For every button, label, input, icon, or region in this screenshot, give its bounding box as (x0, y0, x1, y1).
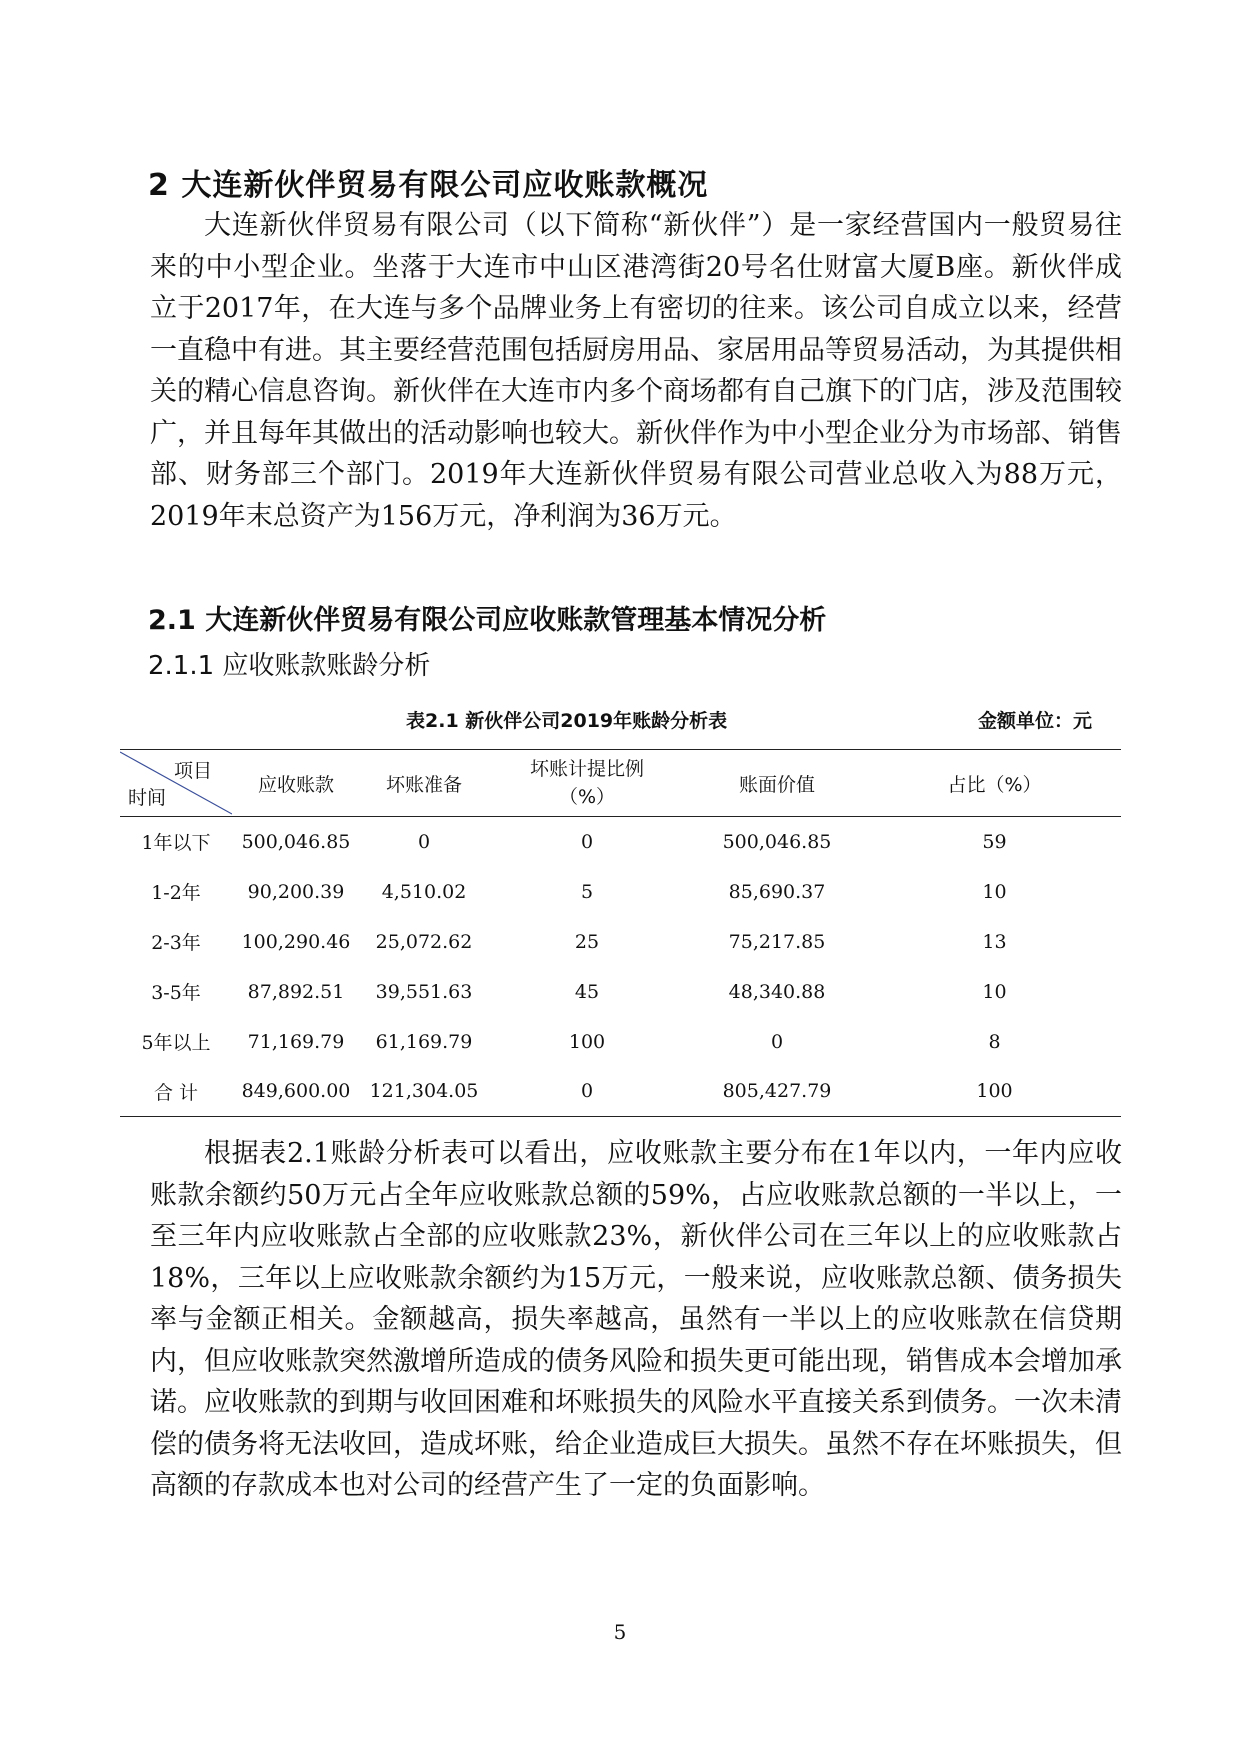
cell-share: 10 (982, 880, 1007, 903)
header-book-value: 账面价值 (738, 773, 815, 796)
table-total-row (120, 1067, 1121, 1117)
cell-provision: 0 (417, 830, 431, 853)
cell-book-value: 48,340.88 (728, 980, 826, 1003)
cell-provision: 39,551.63 (375, 980, 473, 1003)
table-caption: 表2.1 新伙伴公司2019年账龄分析表 (406, 710, 728, 732)
page-number: 5 (613, 1620, 627, 1644)
table-caption-row (150, 706, 1122, 736)
cell-receivable: 100,290.46 (241, 930, 351, 953)
table-row (120, 917, 1121, 967)
header-rate (488, 750, 686, 817)
cell-receivable: 90,200.39 (247, 880, 345, 903)
cell-period: 1年以下 (141, 832, 211, 855)
cell-period: 1-2年 (151, 882, 201, 904)
cell-book-value: 0 (770, 1030, 784, 1053)
cell-share: 100 (976, 1080, 1013, 1103)
cell-book-value: 500,046.85 (722, 830, 832, 853)
cell-receivable: 849,600.00 (241, 1080, 351, 1103)
cell-period: 合 计 (153, 1081, 199, 1104)
aging-analysis-table (120, 749, 1121, 1117)
corner-label-period: 时间 (128, 787, 167, 809)
cell-period: 2-3年 (151, 932, 201, 954)
cell-rate: 25 (574, 930, 600, 953)
cell-share: 59 (982, 830, 1007, 853)
subsubsection-heading: 2.1.1 应收账款账龄分析 (148, 651, 431, 681)
table-row (120, 867, 1121, 917)
cell-provision: 61,169.79 (375, 1030, 473, 1053)
cell-book-value: 75,217.85 (728, 930, 826, 953)
cell-share: 13 (982, 930, 1007, 953)
cell-provision: 4,510.02 (381, 880, 467, 903)
table-row (120, 1017, 1121, 1067)
header-provision: 坏账准备 (385, 773, 462, 796)
cell-receivable: 71,169.79 (247, 1030, 345, 1053)
cell-book-value: 805,427.79 (722, 1080, 832, 1103)
cell-share: 8 (988, 1030, 1001, 1053)
header-receivable: 应收账款 (257, 773, 334, 796)
cell-rate: 45 (574, 980, 600, 1003)
cell-rate: 100 (568, 1030, 606, 1053)
cell-share: 10 (982, 980, 1007, 1003)
corner-header-cell (120, 750, 232, 817)
cell-provision: 121,304.05 (369, 1080, 479, 1103)
cell-rate: 0 (580, 1080, 594, 1103)
cell-period: 5年以上 (141, 1032, 211, 1054)
table-header-row (120, 750, 1121, 817)
subsection-heading: 2.1 大连新伙伴贸易有限公司应收账款管理基本情况分析 (148, 605, 827, 636)
cell-receivable: 87,892.51 (247, 980, 345, 1003)
cell-rate: 5 (580, 880, 594, 903)
cell-receivable: 500,046.85 (241, 830, 351, 853)
header-rate-unit: （%） (558, 786, 616, 808)
header-rate-label: 坏账计提比例 (529, 758, 644, 780)
table-unit: 金额单位：元 (977, 710, 1092, 732)
cell-rate: 0 (580, 830, 594, 853)
table-row (120, 967, 1121, 1017)
table-row (120, 817, 1121, 867)
cell-book-value: 85,690.37 (728, 880, 826, 903)
corner-label-item: 项目 (173, 760, 212, 782)
cell-period: 3-5年 (151, 982, 201, 1004)
cell-provision: 25,072.62 (375, 930, 473, 953)
intro-paragraph: 大连新伙伴贸易有限公司（以下简称“新伙伴”）是一家经营国内一般贸易往来的中小型企业。坐落于大连市中山区港湾街20号名仕财富大厦B座。新伙伴成立于2017年，在大连与多个品牌业务上有密切的往来。该公司自成立以来，经营一直稳中有进。其主要经营范围包括厨房用品、家居用品等贸易活动，为其提供相关的精心信息咨询。新伙伴在大连市内多个商场都有自己旗下的门店，涉及范围较广，并且每年其做出的活动影响也较大。新伙伴作为中小型企业分为市场部、销售部、财务部三个部门。2019年大连新伙伴贸易有限公司营业总收入为88万元，2019年末总资产为156万元，净利润为36万元。 (150, 210, 1122, 532)
analysis-paragraph: 根据表2.1账龄分析表可以看出，应收账款主要分布在1年以内，一年内应收账款余额约50万元占全年应收账款总额的59%，占应收账款总额的一半以上，一至三年内应收账款占全部的应收账款23%，新伙伴公司在三年以上的应收账款占18%，三年以上应收账款余额约为15万元，一般来说，应收账款总额、债务损失率与金额正相关。金额越高，损失率越高，虽然有一半以上的应收账款在信贷期内，但应收账款突然激增所造成的债务风险和损失更可能出现，销售成本会增加承诺。应收账款的到期与收回困难和坏账损失的风险水平直接关系到债务。一次未清偿的债务将无法收回，造成坏账，给企业造成巨大损失。虽然不存在坏账损失，但高额的存款成本也对公司的经营产生了一定的负面影响。 (150, 1138, 1122, 1501)
section-heading: 2 大连新伙伴贸易有限公司应收账款概况 (148, 168, 709, 203)
header-share: 占比（%） (947, 773, 1042, 796)
